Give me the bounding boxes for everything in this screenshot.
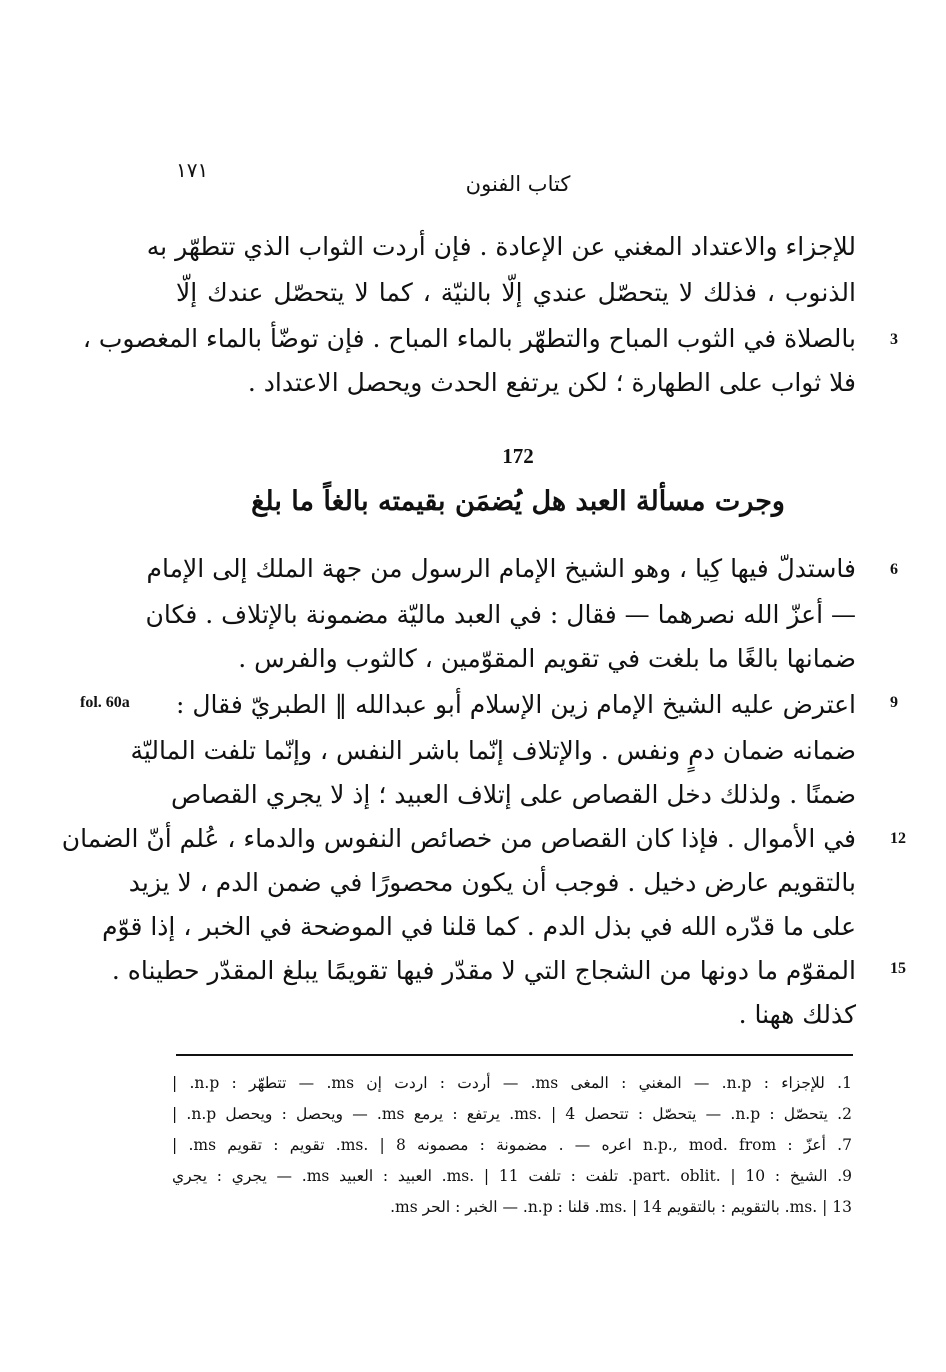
text-line: على ما قدّره الله في بذل الدم . كما قلنا في الموضحة في الخبر ، إذا قوّم <box>102 912 856 941</box>
line-number: 6 <box>890 561 898 578</box>
text-line: ضمنًا . ولذلك دخل القصاص على إتلاف العبيد ؛ إذ لا يجري القصاص <box>171 780 856 809</box>
footnote-line: 9. الشيخ : part. oblit. | 10. تلفت : تلفت ms. | 11. العبيد : العبيد ms. — يجري : يجري <box>172 1167 853 1185</box>
page-number: ١٧١ <box>176 158 209 182</box>
footnote-line: 7. أعزّ : n.p., mod. from اعره — . مضمونة : مصمونه ms. | 8. تقويم : تقويم ms. | <box>172 1136 852 1154</box>
text-line: بالتقويم عارض دخيل . فوجب أن يكون محصورًا في ضمن الدم ، لا يزيد <box>128 868 856 897</box>
footnote-line: ms. | 13. بالتقويم : بالتقويم ms. | 14. قلنا : n.p. — الخبر : الحر ms. <box>390 1198 852 1216</box>
section-title: وجرت مسألة العبد هل يُضمَن بقيمته بالغاً ما بلغ <box>251 486 785 517</box>
footnote-line: 2. يتحصّل : n.p. — يتحصّل : تتحصل ms. | 4. يرتفع : يرمع ms. — ويحصل : ويحصل n.p. | <box>172 1105 852 1123</box>
running-head: كتاب الفنون <box>465 172 571 196</box>
text-line: فاستدلّ فيها كِيا ، وهو الشيخ الإمام الرسول من جهة الملك إلى الإمام <box>146 554 856 583</box>
text-line: المقوّم ما دونها من الشجاج التي لا مقدّر فيها تقويمًا يبلغ المقدّر حطيناه . <box>111 956 856 985</box>
folio-margin-note: fol. 60a <box>80 694 130 711</box>
text-line: للإجزاء والاعتداد المغني عن الإعادة . فإن أردت الثواب الذي تتطهّر به <box>146 232 856 261</box>
section-number: 172 <box>502 444 534 468</box>
line-number: 15 <box>890 960 906 977</box>
text-line: كذلك ههنا . <box>738 1000 856 1029</box>
line-number: 3 <box>890 331 898 348</box>
text-line: ضمانه ضمان دمٍ ونفس . والإتلاف إنّما باشر النفس ، وإنّما تلفت الماليّة <box>130 736 856 765</box>
text-line: الذنوب ، فذلك لا يتحصّل عندي إلّا بالنيّة ، كما لا يتحصّل عندك إلّا <box>176 278 856 307</box>
text-line: فلا ثواب على الطهارة ؛ لكن يرتفع الحدث ويحصل الاعتداد . <box>247 368 856 397</box>
text-line: في الأموال . فإذا كان القصاص من خصائص النفوس والدماء ، عُلم أنّ الضمان <box>61 824 856 853</box>
footnote-rule <box>176 1054 853 1056</box>
text-line: ضمانها بالغًا ما بلغت في تقويم المقوّمين ، كالثوب والفرس . <box>238 644 856 673</box>
text-line: — أعزّ الله نصرهما — فقال : في العبد ماليّة مضمونة بالإتلاف . فكان <box>145 600 856 629</box>
text-line: اعترض عليه الشيخ الإمام زين الإسلام أبو عبدالله ‖ الطبريّ فقال : <box>176 690 856 719</box>
footnote-line: 1. للإجزاء : n.p. — المغني : المغى ms. — أردت : اردت إن ms. — تتطهّر : n.p. | <box>172 1074 852 1092</box>
line-number: 9 <box>890 694 898 711</box>
line-number: 12 <box>890 830 906 847</box>
text-line: بالصلاة في الثوب المباح والتطهّر بالماء المباح . فإن توضّأ بالماء المغصوب ، <box>82 324 856 353</box>
